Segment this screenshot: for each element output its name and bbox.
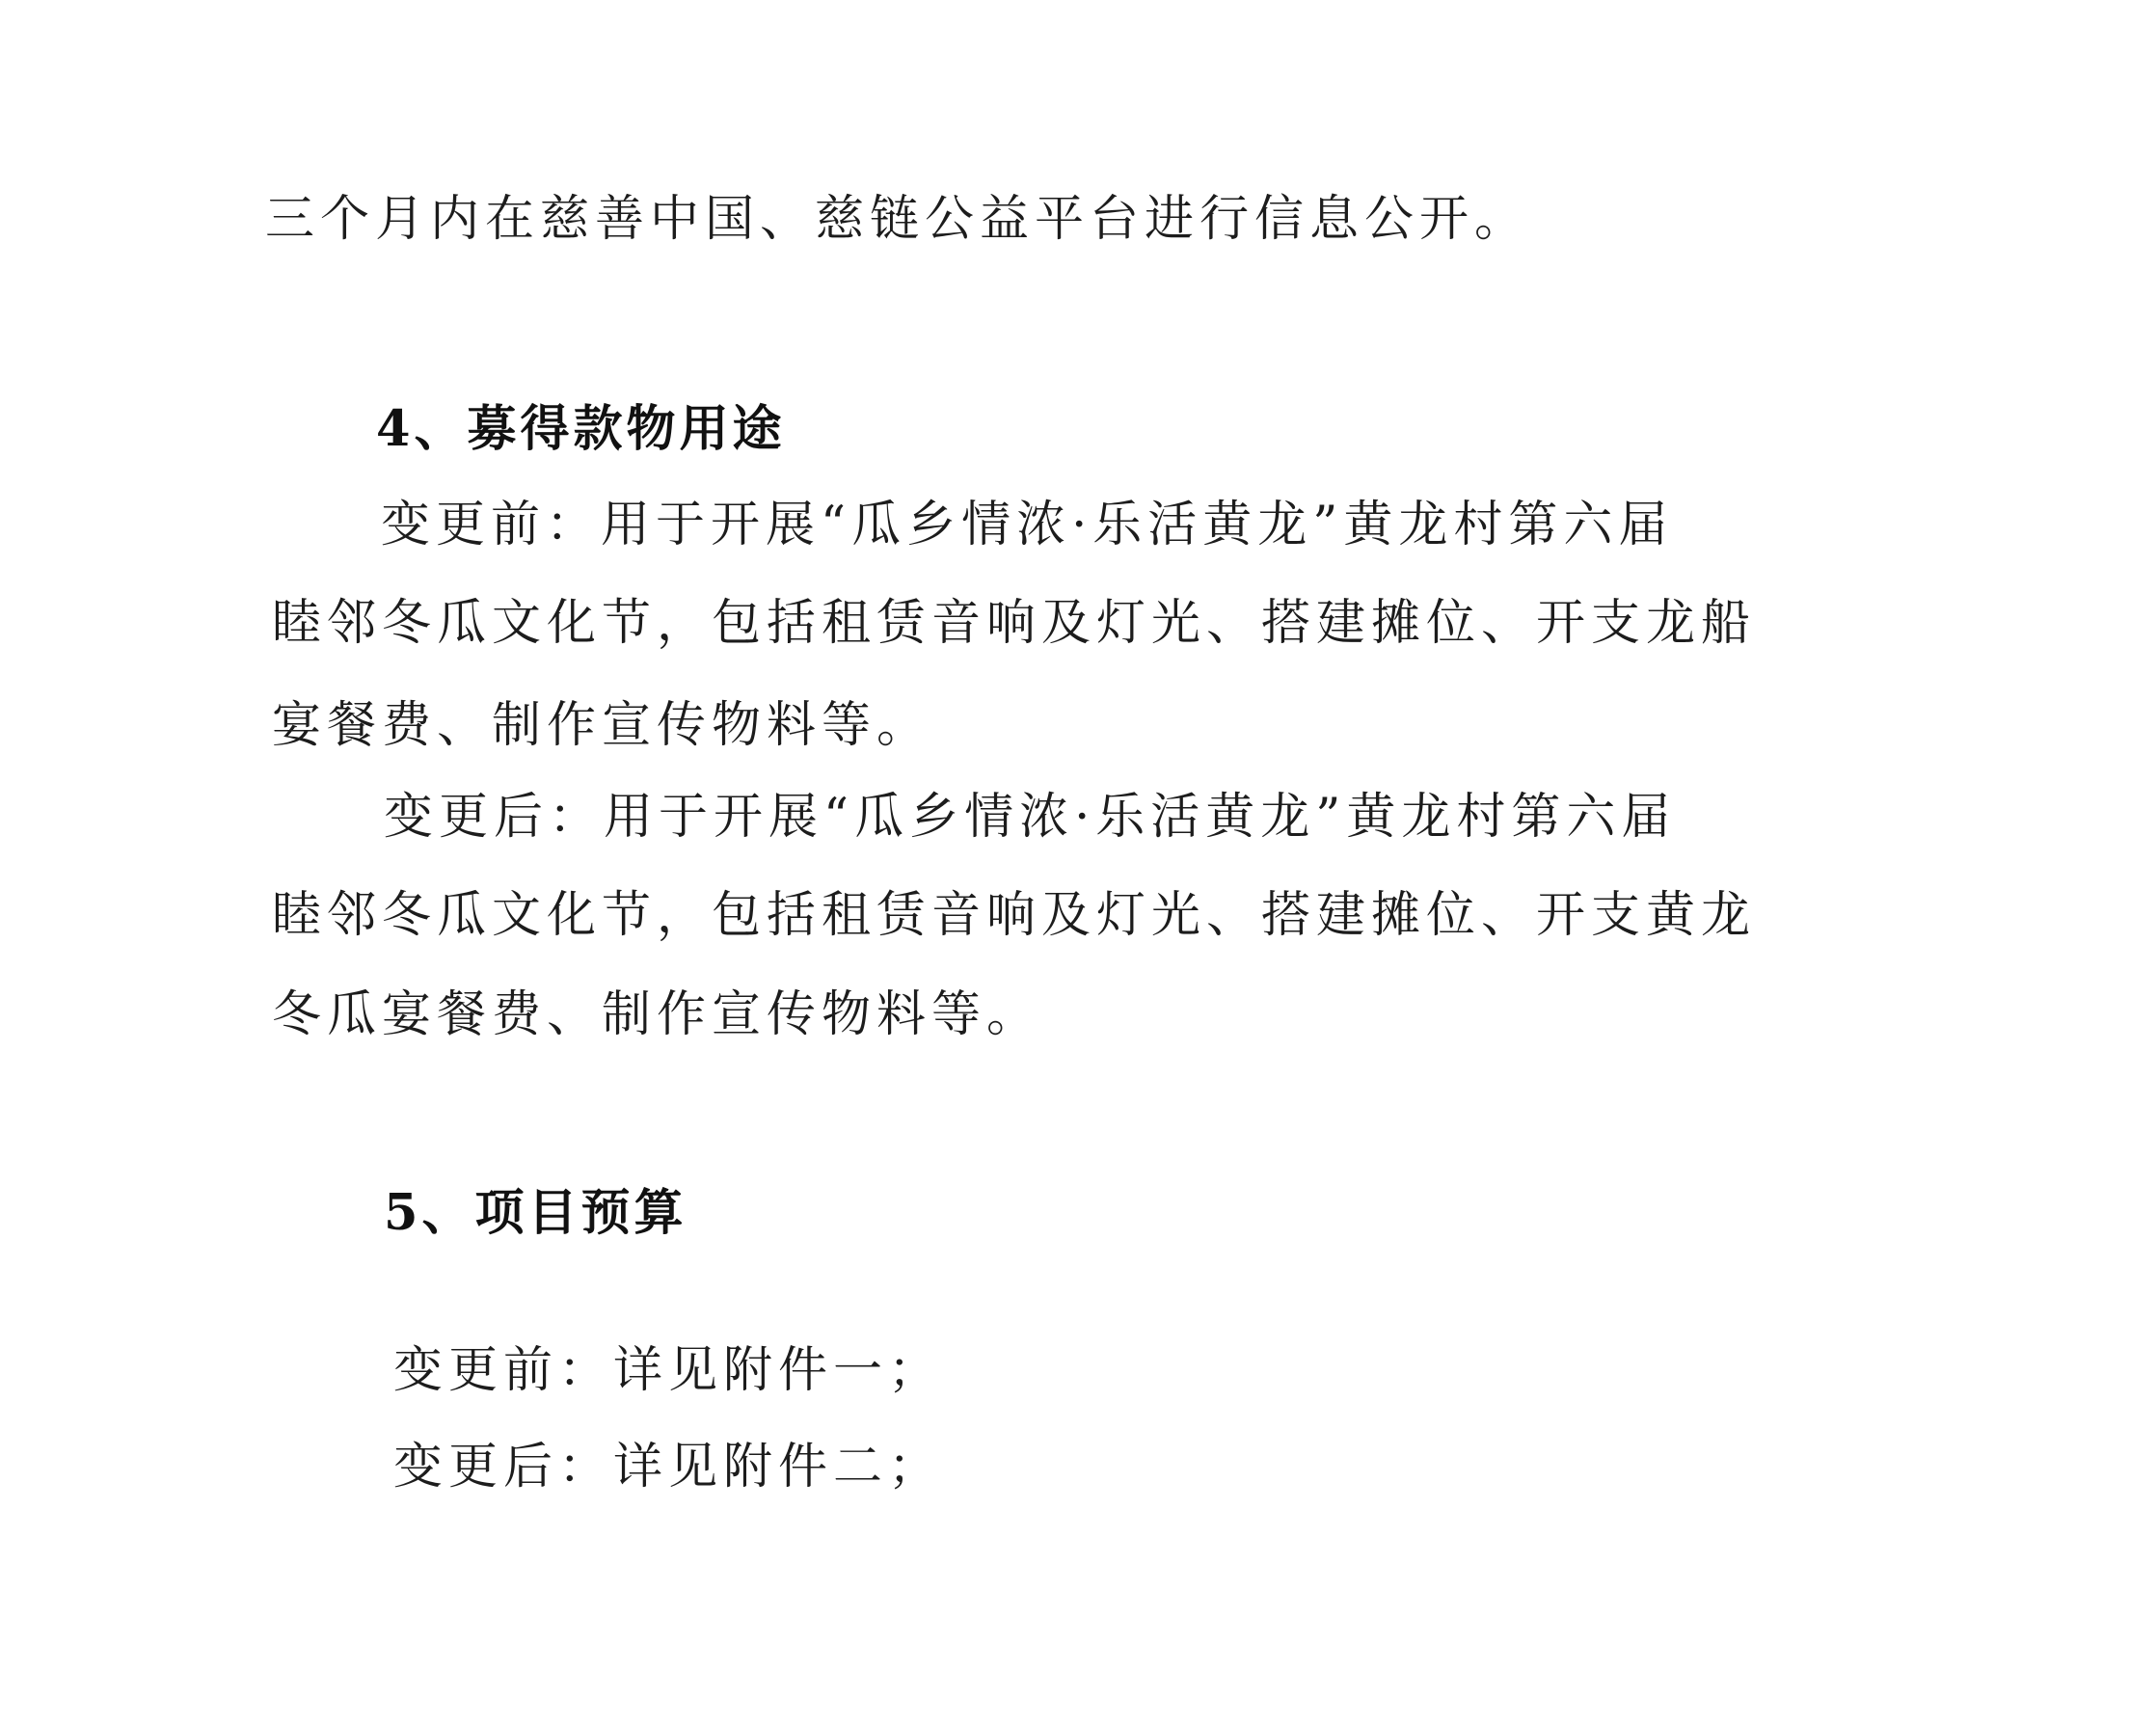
paragraph-line-budget-after: 变更后：详见附件二； (393, 1439, 944, 1496)
paragraph-line-disclosure: 三个月内在慈善中国、慈链公益平台进行信息公开。 (265, 191, 1530, 248)
paragraph-line-before-3: 宴餐费、制作宣传物料等。 (272, 697, 932, 754)
paragraph-line-after-2: 睦邻冬瓜文化节，包括租赁音响及灯光、搭建摊位、开支黄龙 (272, 887, 1757, 944)
paragraph-line-after-3: 冬瓜宴餐费、制作宣传物料等。 (272, 986, 1042, 1043)
paragraph-line-budget-before: 变更前：详见附件一； (393, 1342, 944, 1399)
paragraph-line-before-1: 变更前：用于开展“瓜乡情浓·乐活黄龙”黄龙村第六届 (381, 497, 1674, 553)
paragraph-line-before-2: 睦邻冬瓜文化节，包括租赁音响及灯光、搭建摊位、开支龙船 (272, 595, 1757, 652)
section-heading-budget: 5、项目预算 (384, 1184, 687, 1242)
paragraph-line-after-1: 变更后：用于开展“瓜乡情浓·乐活黄龙”黄龙村第六届 (384, 789, 1677, 846)
section-heading-fund-use: 4、募得款物用途 (376, 400, 786, 458)
